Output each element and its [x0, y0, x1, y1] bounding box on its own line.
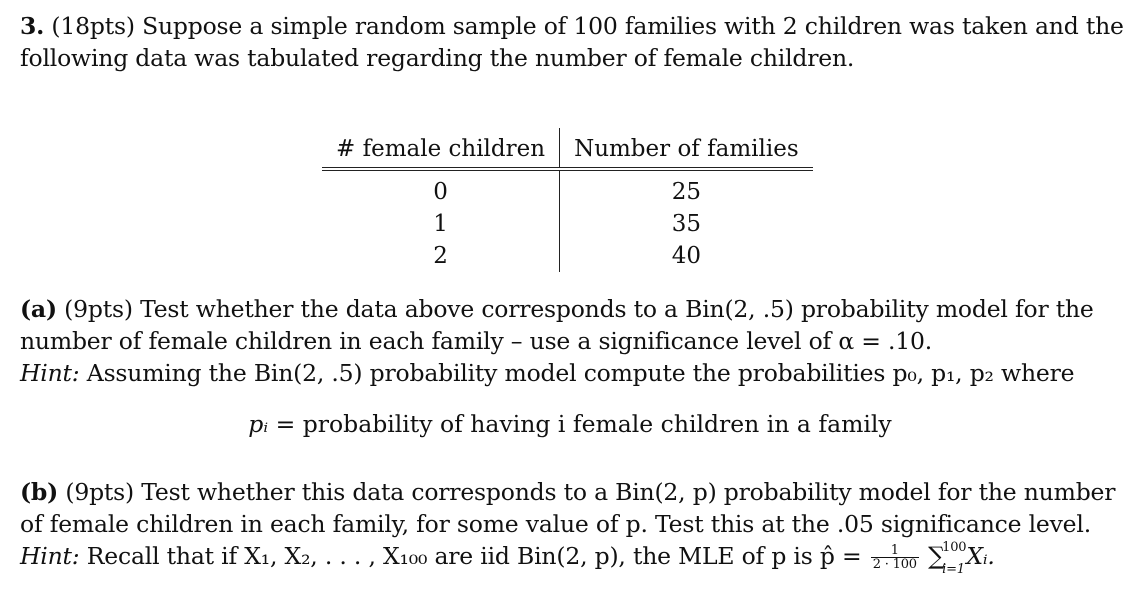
summation-lower: i=1 — [942, 562, 965, 577]
part-b-hint-text: Recall that if X₁, X₂, . . . , X₁₀₀ are iid Bin(2, p), the MLE of p is p̂ = — [86, 542, 862, 570]
mle-fraction — [871, 544, 919, 571]
problem-number: 3. — [20, 12, 45, 40]
part-a-hint-text: Assuming the Bin(2, .5) probability model compute the probabilities p₀, p₁, p₂ where — [86, 359, 1075, 387]
part-b-label: (b) — [20, 478, 59, 506]
table-cell-female: 0 — [322, 169, 560, 208]
part-b-line-2: of female children in each family, for some value of p. Test this at the .05 significance level. — [20, 510, 1091, 538]
part-a-line-1 — [20, 293, 1094, 325]
part-a-line-2: number of female children in each family – use a significance level of α = .10. — [20, 327, 933, 355]
probability-definition — [20, 410, 1120, 438]
problem-points: (18pts) — [51, 12, 135, 40]
intro-line-1 — [20, 10, 1124, 42]
equation-lhs: pᵢ — [248, 410, 269, 438]
part-b-hint-label: Hint: — [20, 542, 80, 570]
part-b-points: (9pts) — [65, 478, 134, 506]
table-header-families: Number of families — [574, 136, 799, 162]
summation: ∑ 100 i=1 — [928, 540, 945, 572]
table-header-row — [322, 128, 813, 169]
intro-text-1: Suppose a simple random sample of 100 families with 2 children was taken and the — [142, 12, 1124, 40]
intro-line-2: following data was tabulated regarding the number of female children. — [20, 44, 855, 72]
table-row — [322, 169, 813, 208]
part-b-text-1: Test whether this data corresponds to a Bin(2, p) probability model for the number — [141, 478, 1116, 506]
problem-intro — [20, 10, 1124, 74]
part-a-hint — [20, 357, 1094, 389]
mle-fraction-numerator: 1 — [871, 544, 919, 558]
part-a-label: (a) — [20, 295, 57, 323]
part-a-points: (9pts) — [64, 295, 133, 323]
summation-upper: 100 — [942, 540, 967, 555]
table-cell-families: 25 — [671, 179, 701, 205]
data-table-wrapper — [322, 128, 813, 272]
part-a-hint-label: Hint: — [20, 359, 80, 387]
table-header-female-children: # female children — [322, 128, 560, 169]
mle-fraction-denominator: 2 · 100 — [872, 557, 917, 572]
part-b-line-1 — [20, 476, 1115, 508]
table-cell-female: 1 — [322, 208, 560, 240]
table-cell-female: 2 — [322, 240, 560, 272]
data-table — [322, 128, 813, 272]
table-cell-families: 40 — [671, 243, 701, 269]
part-a — [20, 293, 1094, 389]
table-cell-families: 35 — [671, 211, 701, 237]
part-b — [20, 476, 1116, 577]
part-b-hint — [20, 540, 1115, 577]
summation-term: Xᵢ. — [966, 542, 995, 570]
table-row — [322, 208, 813, 240]
equation-rhs: = probability of having i female children in a family — [275, 410, 892, 438]
table-row — [322, 240, 813, 272]
part-a-text-1: Test whether the data above corresponds to a Bin(2, .5) probability model for the — [140, 295, 1094, 323]
